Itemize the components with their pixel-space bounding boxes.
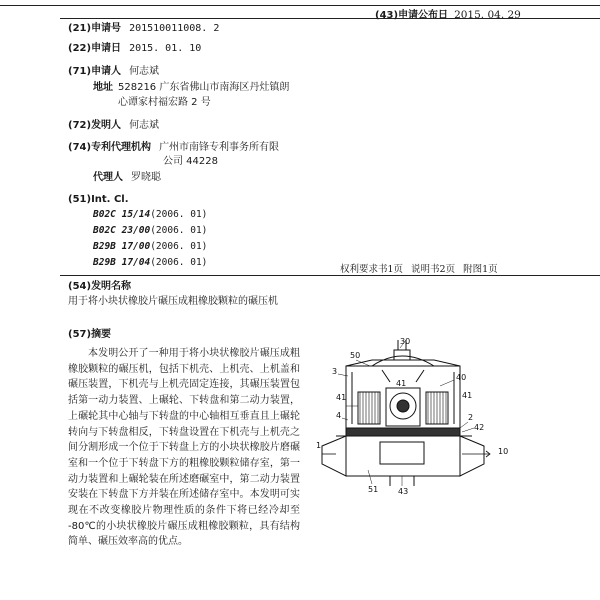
label-1: 1 (316, 441, 322, 450)
label-40: 40 (456, 373, 467, 382)
drawing-pages: 附图1页 (463, 264, 498, 275)
ipc-entry (93, 225, 207, 236)
field-label: 申请日 (91, 43, 122, 54)
field-label: 摘要 (91, 329, 112, 340)
header-rule (60, 18, 600, 19)
label-4: 4 (336, 411, 342, 420)
field-code: (74) (68, 142, 92, 153)
address-label (93, 81, 113, 95)
turntable (346, 428, 460, 436)
pub-date-value: 2015. 04. 29 (454, 9, 521, 21)
label-3: 3 (332, 367, 338, 376)
field-value: 2015. 01. 10 (129, 43, 202, 54)
invention-title: 用于将小块状橡胶片碾压成粗橡胶颗粒的碾压机 (68, 296, 278, 307)
page-counts (340, 261, 506, 275)
field-code: (54) (68, 281, 92, 292)
ipc-class: B29B 17/04 (93, 257, 151, 268)
applicant (68, 65, 159, 79)
address-line-1: 528216 广东省佛山市南海区丹灶镇朗 (118, 82, 290, 93)
field-code: (71) (68, 66, 92, 77)
field-label: 专利代理机构 (91, 142, 152, 153)
field-value: 201510011008. 2 (129, 23, 220, 34)
application-date (68, 42, 201, 56)
ipc-class: B29B 17/00 (93, 241, 151, 252)
label-2: 2 (468, 413, 474, 422)
ipc-version: (2006. 01) (150, 257, 208, 268)
label-10: 10 (498, 447, 509, 456)
field-value: 罗晓聪 (131, 172, 161, 183)
agency-line-2: 公司 44228 (163, 156, 218, 167)
ipc-entry (93, 209, 207, 220)
abstract-drawing (312, 336, 522, 496)
field-label: 地址 (93, 82, 113, 93)
ipc-version: (2006. 01) (150, 209, 208, 220)
field-label: 代理人 (93, 172, 123, 183)
label-41-top: 41 (396, 379, 407, 388)
label-41-left: 41 (336, 393, 347, 402)
spec-pages: 说明书2页 (411, 264, 456, 275)
label-43: 43 (398, 487, 409, 496)
field-label: 申请人 (91, 66, 122, 77)
address-line-2: 心谭家村福宏路 2 号 (118, 97, 211, 108)
label-51: 51 (368, 485, 379, 494)
ipc-version: (2006. 01) (150, 241, 208, 252)
field-code: (57) (68, 329, 92, 340)
field-label: 发明名称 (91, 281, 132, 292)
ipc-class: B02C 23/00 (93, 225, 151, 236)
field-code: (51) (68, 194, 92, 205)
field-label: Int. Cl. (91, 194, 129, 205)
pub-label: 申请公布日 (398, 10, 449, 21)
field-label: 发明人 (91, 120, 122, 131)
top-cap (394, 350, 410, 360)
field-value: 何志斌 (129, 66, 160, 77)
claims-pages: 权利要求书1页 (340, 264, 404, 275)
pub-code: (43) (375, 10, 399, 21)
label-42: 42 (474, 423, 485, 432)
int-cl (68, 193, 129, 207)
ipc-class: B02C 15/14 (93, 209, 151, 220)
field-value: 广州市南锋专利事务所有限 (159, 142, 280, 153)
ipc-version: (2006. 01) (150, 225, 208, 236)
field-value: 何志斌 (129, 120, 160, 131)
motor (380, 442, 424, 464)
agent (93, 171, 161, 185)
label-50: 50 (350, 351, 361, 360)
field-code: (22) (68, 43, 92, 54)
field-code: (21) (68, 23, 92, 34)
title-heading (68, 280, 131, 294)
application-number (68, 22, 219, 36)
right-chute (460, 436, 484, 476)
ipc-entry (93, 241, 207, 252)
abstract-text: 本发明公开了一种用于将小块状橡胶片碾压成粗橡胶颗粒的碾压机，包括下机壳、上机壳、上机盖和碾压装置，下机壳与上机壳固定连接，其碾压装置包括第一动力装置、上碾轮、下转盘和第二动力装置，上碾轮其中心轴与下转盘的中心轴相互垂直且上碾轮转向与下转盘相反，下转盘设置在下机壳与上机壳之间分割形成一个位于下转盘上方的小块状橡胶片磨碾室和一个位于下转盘下方的粗橡胶颗粒储存室，第一动力装置和上碾轮装在所述磨碾室中，第二动力装置安装在下转盘下方并装在所述储存室中。本发明可实现在不改变橡胶片物理性质的条件下将已经冷却至 -80℃的小块状橡胶片碾压成粗橡胶颗粒，具有结构简单、碾压效率高的优点。 (68, 348, 300, 548)
inventor (68, 119, 159, 133)
field-code: (72) (68, 120, 92, 131)
field-label: 申请号 (91, 23, 122, 34)
section-rule (60, 275, 600, 276)
abstract-heading (68, 328, 111, 342)
left-chute (322, 436, 346, 476)
roller-hub (397, 400, 409, 412)
label-41-right: 41 (462, 391, 473, 400)
ipc-entry (93, 257, 207, 268)
patent-agency (68, 141, 279, 155)
label-30: 30 (400, 337, 411, 346)
